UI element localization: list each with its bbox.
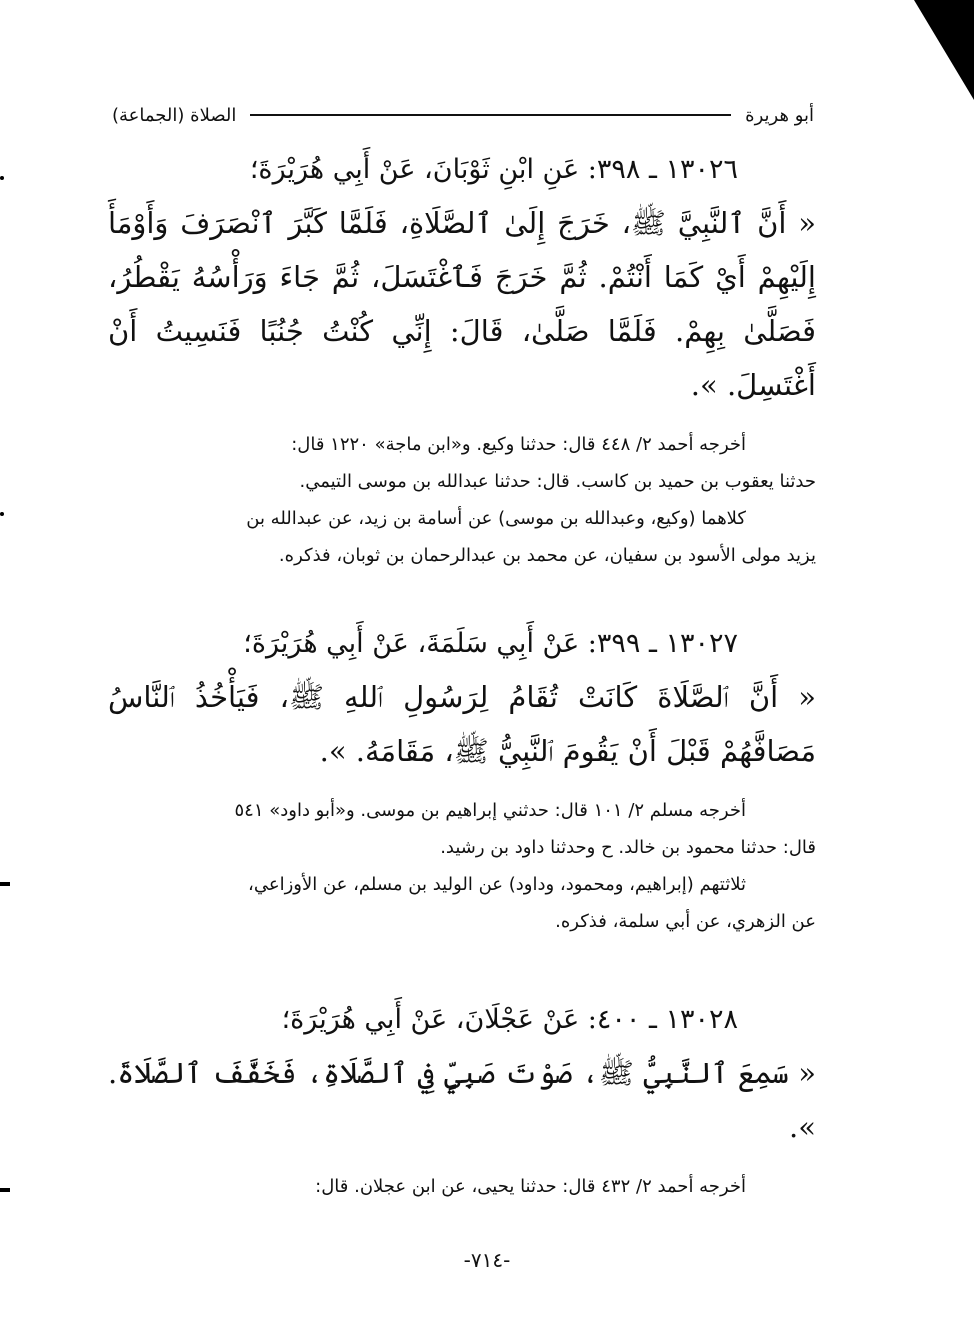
source-line: كلاهما (وكيع، وعبدالله بن موسى) عن أسامة بن زيد، عن عبدالله بن xyxy=(246,508,746,529)
page-body xyxy=(108,150,816,1205)
hadith-entry xyxy=(108,624,816,940)
scan-edge-mark xyxy=(0,176,4,180)
source-block xyxy=(108,792,816,940)
header-subject: أبو هريرة xyxy=(745,104,814,126)
entry-heading: ١٣٠٢٨ ـ ٤٠٠: عَنْ عَجْلَانَ، عَنْ أَبِي هُرَيْرَةَ؛ xyxy=(281,1004,738,1035)
source-line: ثلاثتهم (إبراهيم، ومحمود، وداود) عن الوليد بن مسلم، عن الأوزاعي، xyxy=(248,874,746,895)
source-line: يزيد مولى الأسود بن سفيان، عن محمد بن عبدالرحمان بن ثوبان، فذكره. xyxy=(278,545,816,566)
source-line: أخرجه مسلم ٢/ ١٠١ قال: حدثني إبراهيم بن موسى. و«أبو داود» ٥٤١ xyxy=(234,800,746,821)
page-number: -٧١٤- xyxy=(463,1248,511,1272)
scan-edge-mark xyxy=(0,1188,10,1192)
hadith-entry xyxy=(108,1000,816,1205)
running-header xyxy=(112,100,814,130)
scan-edge-mark xyxy=(0,512,4,516)
source-line: قال: حدثنا محمود بن خالد. ح وحدثنا داود بن رشيد. xyxy=(440,837,816,858)
header-section-title: الصلاة (الجماعة) xyxy=(112,104,237,126)
source-line: أخرجه أحمد ٢/ ٤٤٨ قال: حدثنا وكيع. و«ابن ماجة» ١٢٢٠ قال: xyxy=(291,434,746,455)
source-block xyxy=(108,1168,816,1205)
header-rule xyxy=(250,114,731,116)
scan-corner-mark xyxy=(914,0,974,100)
hadith-text: « أَنَّ ٱلنَّبِيَّ ﷺ، خَرَجَ إِلَىٰ ٱلصَّلَاةِ، فَلَمَّا كَبَّرَ ٱنْصَرَفَ وَأَوْمَأَ إِلَيْهِمْ أَيْ كَمَا أَنْتُمْ. ثُمَّ خَرَجَ فَٱغْتَسَلَ، ثُمَّ جَاءَ وَرَأْسُهُ يَقْطُرُ، فَصَلَّىٰ بِهِمْ. فَلَمَّا صَلَّىٰ، قَالَ: إِنِّي كُنْتُ جُنُبًا فَنَسِيتُ أَنْ أَغْتَسِلَ. ». xyxy=(108,206,816,402)
source-block xyxy=(108,426,816,574)
scan-edge-mark xyxy=(0,882,10,886)
source-line: أخرجه أحمد ٢/ ٤٣٢ قال: حدثنا يحيى، عن ابن عجلان. قال: xyxy=(315,1176,746,1197)
hadith-text: « أَنَّ ٱلصَّلَاةَ كَانَتْ تُقَامُ لِرَسُولِ ٱللهِ ﷺ، فَيَأْخُذُ ٱلنَّاسُ مَصَافَّهُمْ قَبْلَ أَنْ يَقُومَ ٱلنَّبِيُّ ﷺ، مَقَامَهُ. ». xyxy=(108,680,816,768)
hadith-text: « سَمِعَ ٱلنَّبِيُّ ﷺ، صَوْتَ صَبِيٍّ فِي ٱلصَّلَاةِ، فَخَفَّفَ ٱلصَّلَاةَ. ». xyxy=(108,1056,816,1144)
entry-heading: ١٣٠٢٦ ـ ٣٩٨: عَنِ ابْنِ ثَوْبَانَ، عَنْ أَبِي هُرَيْرَةَ؛ xyxy=(249,154,738,185)
hadith-entry xyxy=(108,150,816,574)
source-line: عن الزهري، عن أبي سلمة، فذكره. xyxy=(555,911,816,932)
entry-heading: ١٣٠٢٧ ـ ٣٩٩: عَنْ أَبِي سَلَمَةَ، عَنْ أَبِي هُرَيْرَةَ؛ xyxy=(243,628,738,659)
source-line: حدثنا يعقوب بن حميد بن كاسب. قال: حدثنا عبدالله بن موسى التيمي. xyxy=(299,471,816,492)
